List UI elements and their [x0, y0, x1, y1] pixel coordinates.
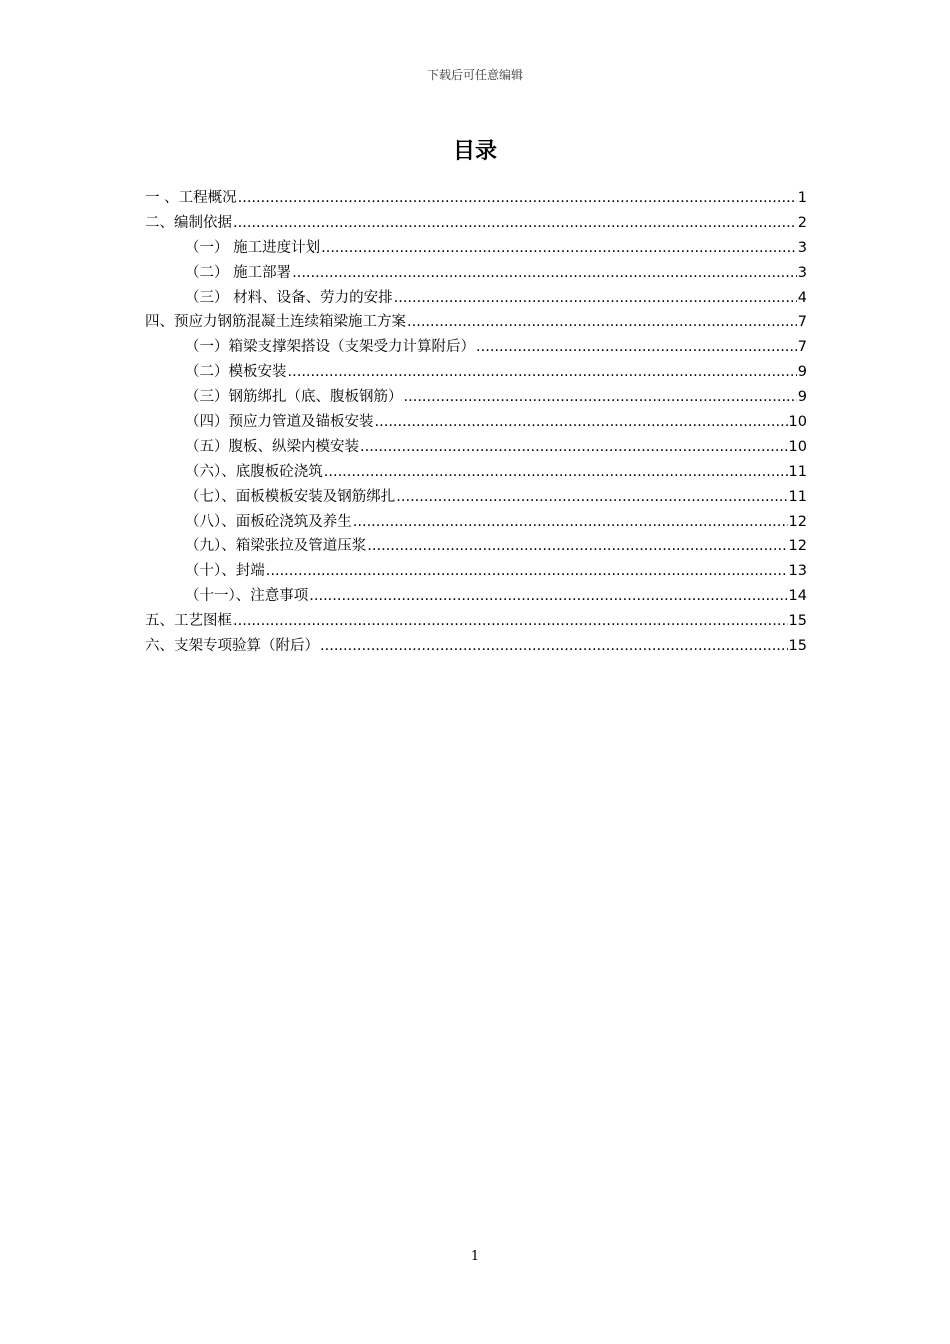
toc-leader-dots: [233, 609, 788, 634]
toc-entry-label: （八）、面板砼浇筑及养生: [185, 513, 352, 530]
toc-leader-dots: [288, 360, 797, 385]
toc-entry-page: 9: [797, 364, 807, 381]
toc-entry-label: 二、编制依据: [145, 214, 232, 231]
toc-entry-page: 1: [797, 190, 807, 206]
toc-entry[interactable]: [145, 310, 807, 335]
toc-entry-page: 13: [788, 563, 807, 580]
toc-entry-label: 五、工艺图框: [145, 613, 232, 630]
toc-entry[interactable]: [145, 236, 807, 261]
toc-entry-label: 一 、工程概况: [145, 190, 237, 206]
toc-entry[interactable]: [145, 435, 807, 460]
toc-leader-dots: [233, 211, 797, 236]
toc-leader-dots: [404, 385, 797, 410]
toc-entry-page: 4: [797, 289, 807, 306]
toc-leader-dots: [324, 460, 788, 485]
toc-leader-dots: [407, 310, 797, 335]
toc-leader-dots: [394, 286, 797, 311]
toc-entry-label: （四）预应力管道及锚板安装: [185, 414, 374, 431]
toc-entry-label: （十）、封端: [185, 563, 265, 580]
toc-entry[interactable]: [145, 609, 807, 634]
toc-entry[interactable]: [145, 286, 807, 311]
toc-leader-dots: [266, 559, 788, 584]
toc-entry[interactable]: [145, 360, 807, 385]
toc-leader-dots: [396, 485, 787, 510]
toc-entry[interactable]: [145, 335, 807, 360]
toc-entry-page: 11: [788, 463, 807, 480]
toc-entry[interactable]: [145, 460, 807, 485]
toc-entry-label: （九）、箱梁张拉及管道压浆: [185, 538, 367, 555]
toc-entry-label: （七）、面板模板安装及钢筋绑扎: [185, 488, 396, 505]
toc-entry-page: 12: [788, 513, 807, 530]
toc-leader-dots: [320, 634, 788, 659]
toc-entry-label: （十一）、注意事项: [185, 588, 309, 605]
toc-leader-dots: [367, 534, 787, 559]
toc-entry[interactable]: [145, 485, 807, 510]
toc-entry-label: （三）钢筋绑扎（底、腹板钢筋）: [185, 389, 403, 406]
toc-entry-label: （一）箱梁支撑架搭设（支架受力计算附后）: [185, 339, 475, 356]
toc-entry[interactable]: [145, 534, 807, 559]
page-number: 1: [470, 1249, 480, 1264]
toc-leader-dots: [238, 186, 797, 211]
toc-entry[interactable]: [145, 385, 807, 410]
toc-entry-page: 15: [788, 638, 807, 655]
toc-entry-page: 12: [788, 538, 807, 555]
toc-entry-page: 2: [797, 214, 807, 231]
toc-entry[interactable]: [145, 211, 807, 236]
toc-entry[interactable]: [145, 510, 807, 535]
toc-leader-dots: [476, 335, 797, 360]
toc-entry-label: （一） 施工进度计划: [185, 239, 321, 256]
toc-entry-page: 14: [788, 588, 807, 605]
toc-entry[interactable]: [145, 559, 807, 584]
page-header: 下载后可任意编辑: [426, 68, 523, 82]
toc-entry-page: 3: [797, 264, 807, 281]
toc-entry-page: 3: [797, 239, 807, 256]
toc-entry-label: （三） 材料、设备、劳力的安排: [185, 289, 393, 306]
toc-leader-dots: [321, 236, 797, 261]
toc-entry-page: 9: [797, 389, 807, 406]
toc-entry-label: （六）、底腹板砼浇筑: [185, 463, 323, 480]
toc-entry-page: 10: [788, 438, 807, 455]
toc-leader-dots: [360, 435, 788, 460]
toc-entry-page: 15: [788, 613, 807, 630]
toc-entry-label: 六、支架专项验算（附后）: [145, 638, 319, 655]
toc-entry[interactable]: [145, 261, 807, 286]
toc-entry[interactable]: [145, 410, 807, 435]
toc-entry-label: （二） 施工部署: [185, 264, 292, 281]
toc-entry-page: 11: [788, 488, 807, 505]
table-of-contents: [145, 186, 807, 659]
toc-leader-dots: [375, 410, 788, 435]
toc-leader-dots: [353, 510, 788, 535]
toc-entry[interactable]: [145, 634, 807, 659]
toc-entry-label: 四、预应力钢筋混凝土连续箱梁施工方案: [145, 314, 406, 331]
toc-leader-dots: [292, 261, 797, 286]
toc-entry-label: （五）腹板、纵梁内模安装: [185, 438, 359, 455]
toc-entry-label: （二）模板安装: [185, 364, 287, 381]
toc-leader-dots: [309, 584, 787, 609]
toc-entry-page: 7: [797, 339, 807, 356]
toc-title: 目录: [452, 139, 497, 164]
toc-entry-page: 7: [797, 314, 807, 331]
toc-entry-page: 10: [788, 414, 807, 431]
toc-entry[interactable]: [145, 584, 807, 609]
toc-entry[interactable]: [145, 186, 807, 211]
